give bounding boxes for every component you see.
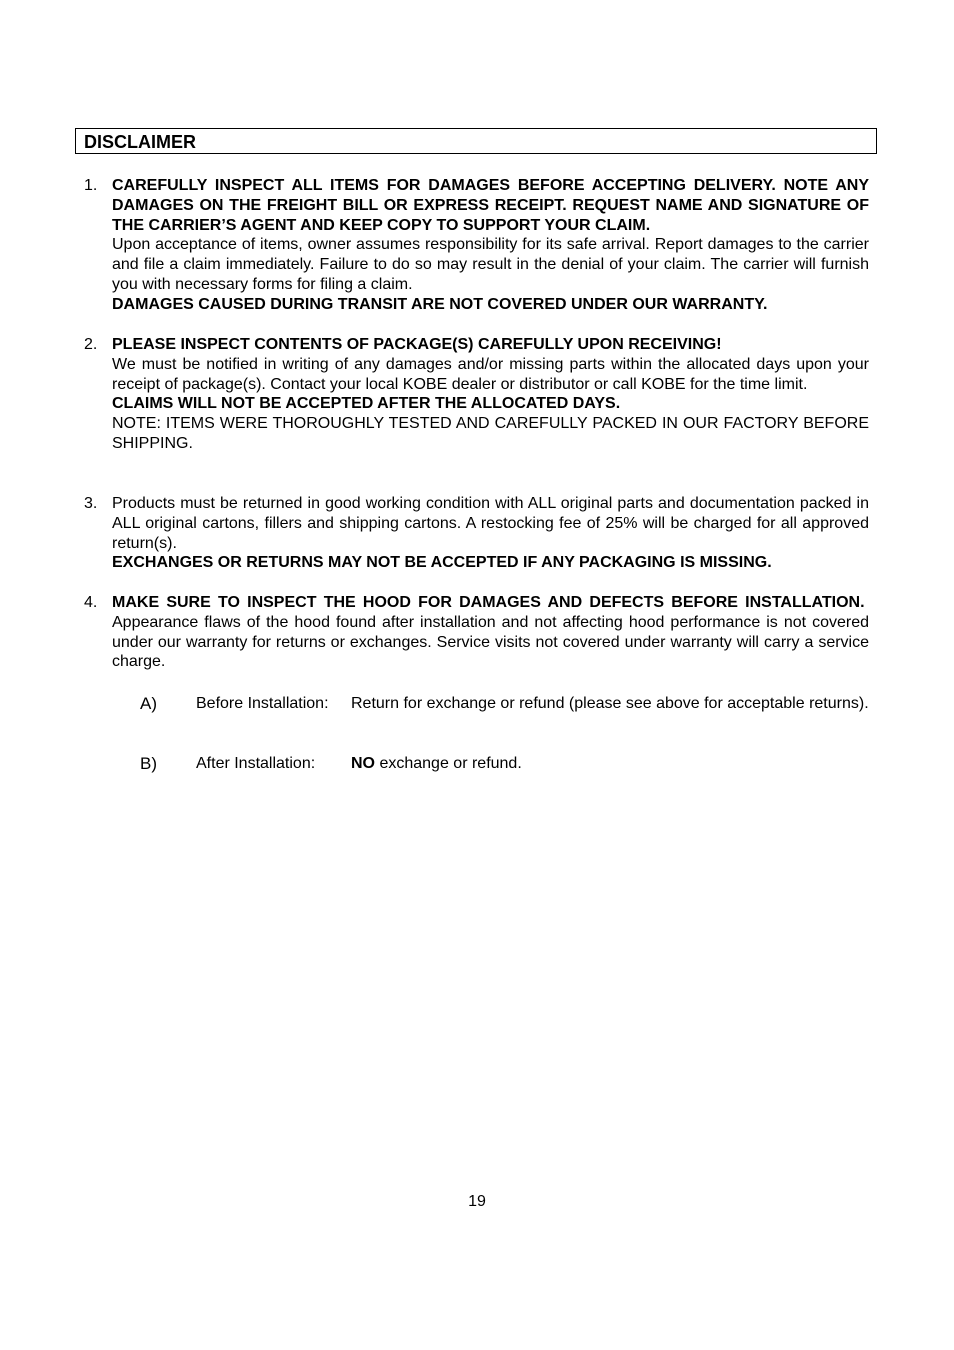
item-body bbox=[112, 335, 869, 454]
item-bold-text: DAMAGES CAUSED DURING TRANSIT ARE NOT COVERED UNDER OUR WARRANTY. bbox=[112, 295, 768, 313]
sub-item-label: Before Installation: bbox=[196, 695, 329, 712]
disclaimer-header-box bbox=[75, 128, 877, 154]
item-bold-text: MAKE SURE TO INSPECT THE HOOD FOR DAMAGES AND DEFECTS BEFORE INSTALLATION. bbox=[112, 594, 865, 611]
item-number: 1. bbox=[84, 177, 98, 194]
sub-item-a bbox=[140, 694, 869, 736]
item-bold-text: PLEASE INSPECT CONTENTS OF PACKAGE(S) CAREFULLY UPON RECEIVING! bbox=[112, 336, 722, 353]
item-text: Products must be returned in good working condition with ALL original parts and documentation packed in ALL original cartons, fillers and shipping cartons. A restocking fee of 25% will be charged for all approved return(s). bbox=[112, 495, 869, 552]
item-bold-text: CLAIMS WILL NOT BE ACCEPTED AFTER THE ALLOCATED DAYS. bbox=[112, 395, 621, 413]
item-body bbox=[112, 593, 869, 672]
page-number: 19 bbox=[468, 1193, 486, 1210]
sub-item-rest: exchange or refund. bbox=[379, 755, 522, 772]
sub-item-label: After Installation: bbox=[196, 755, 316, 772]
item-number: 3. bbox=[84, 495, 98, 512]
sub-item-letter: B) bbox=[140, 754, 157, 773]
item-note-text: NOTE: ITEMS WERE THOROUGHLY TESTED AND CAREFULLY PACKED IN OUR FACTORY BEFORE SHIPPING. bbox=[112, 415, 869, 452]
item-text: Upon acceptance of items, owner assumes responsibility for its safe arrival. Report damages to the carrier and file a claim immediately. Failure to do so may result in the denial of your claim. The carrier will furnish you with necessary forms for filing a claim. bbox=[112, 236, 869, 293]
item-text: We must be notified in writing of any damages and/or missing parts within the allocated days upon your receipt of package(s). Contact your local KOBE dealer or distributor or call KOBE for the time limit. bbox=[112, 355, 869, 393]
sub-item-bold: NO bbox=[351, 755, 375, 772]
section-title: DISCLAIMER bbox=[84, 132, 196, 152]
sub-item-letter: A) bbox=[140, 694, 157, 713]
item-paragraph bbox=[112, 593, 869, 672]
sub-item-text: Return for exchange or refund (please see above for acceptable returns). bbox=[351, 695, 869, 712]
item-bold-text: EXCHANGES OR RETURNS MAY NOT BE ACCEPTED IF ANY PACKAGING IS MISSING. bbox=[112, 554, 772, 572]
item-text: Appearance flaws of the hood found after installation and not affecting hood performance is not covered under our warranty for returns or exchanges. Service visits not covered under warranty will carry a service charge. bbox=[112, 613, 869, 671]
item-number: 2. bbox=[84, 336, 98, 353]
sub-item-b bbox=[140, 754, 869, 796]
item-body bbox=[112, 176, 869, 315]
item-bold-text: CAREFULLY INSPECT ALL ITEMS FOR DAMAGES BEFORE ACCEPTING DELIVERY. NOTE ANY DAMAGES ON THE FREIGHT BILL OR EXPRESS RECEIPT. REQUEST NAME AND SIGNATURE OF THE CARRIER’S AGENT AND KEEP COPY TO SUPPORT YOUR CLAIM. bbox=[112, 177, 869, 234]
item-number: 4. bbox=[84, 594, 98, 611]
sub-item-text bbox=[351, 754, 869, 774]
item-body bbox=[112, 494, 869, 573]
